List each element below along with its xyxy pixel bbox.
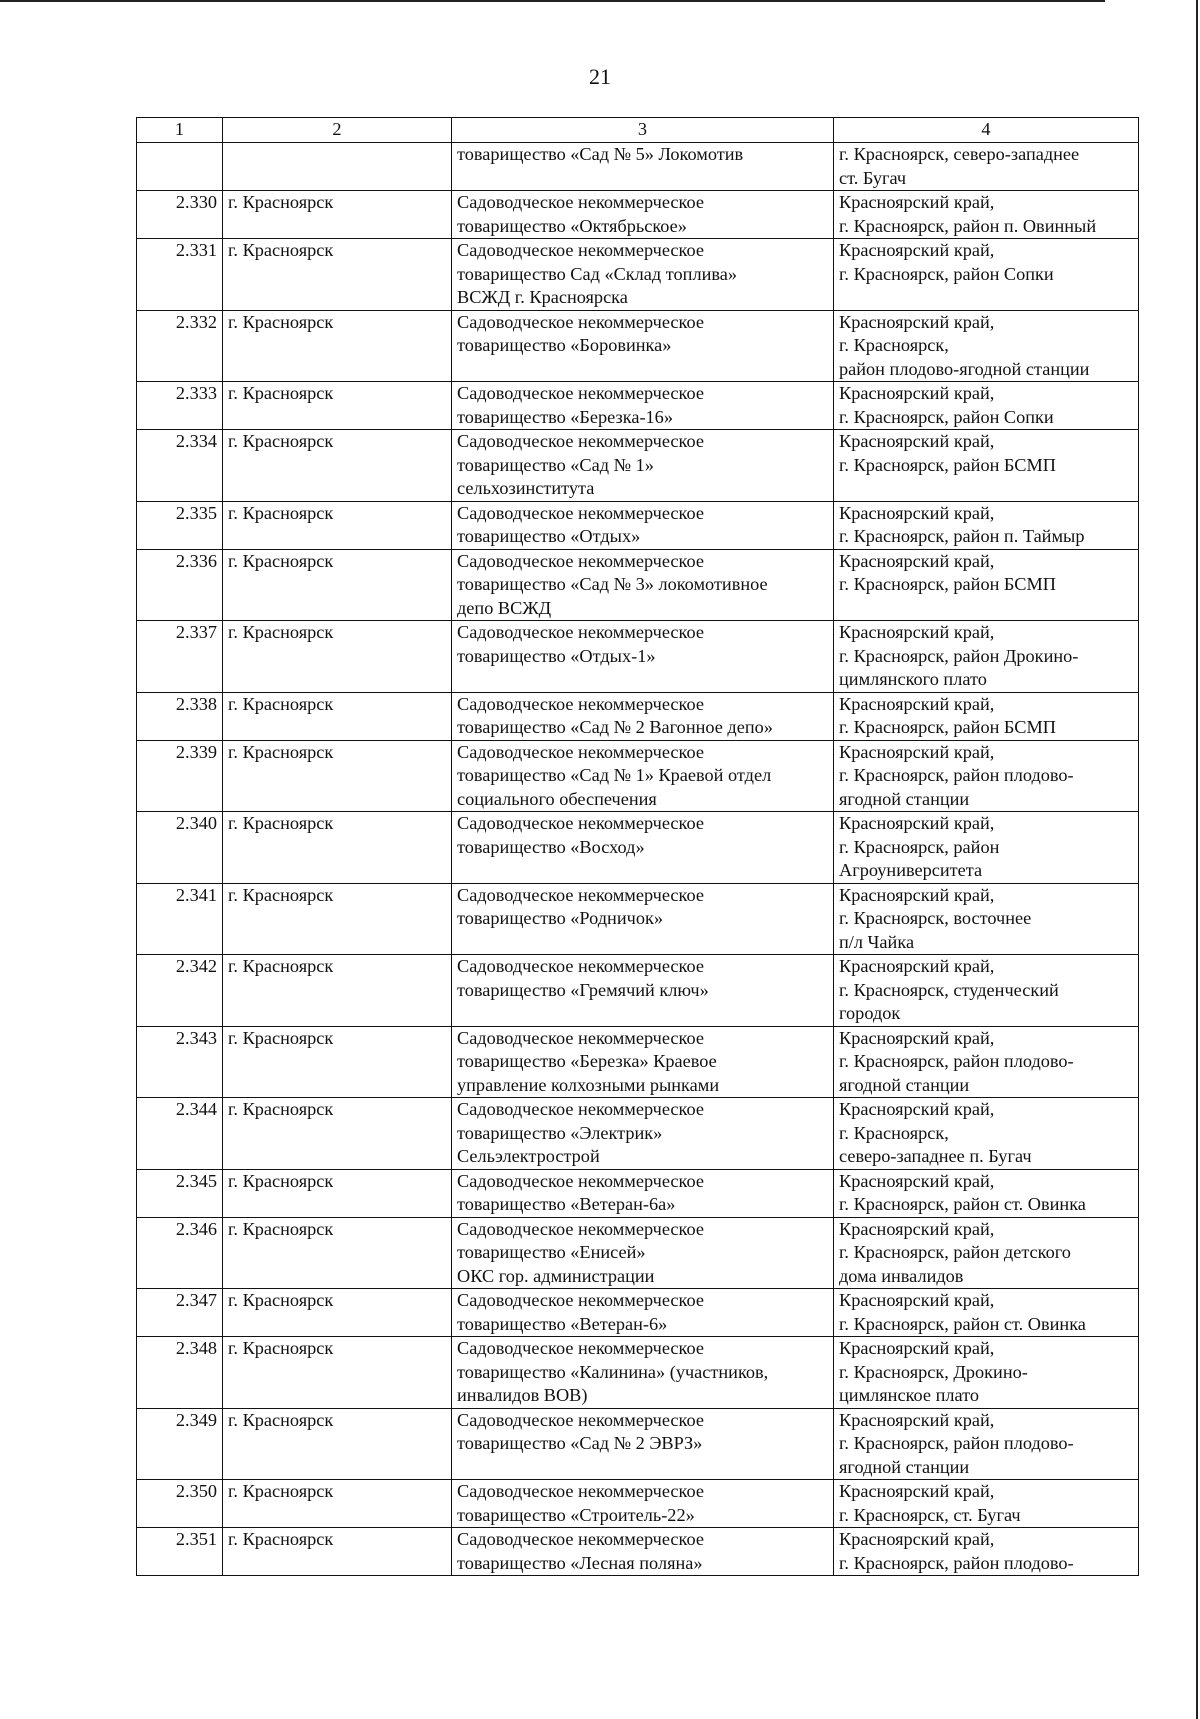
partnership-name-cell: Садоводческое некоммерческое товарищество «Отдых-1» (452, 621, 834, 693)
location-cell: Красноярский край, г. Красноярск, район БСМП (834, 692, 1139, 740)
table-row (137, 1480, 1139, 1528)
city-cell: г. Красноярск (223, 310, 452, 382)
city-cell: г. Красноярск (223, 883, 452, 955)
city-cell: г. Красноярск (223, 1026, 452, 1098)
city-cell: г. Красноярск (223, 621, 452, 693)
partnership-name-cell: Садоводческое некоммерческое товарищество «Енисей» ОКС гор. администрации (452, 1217, 834, 1289)
location-cell: Красноярский край, г. Красноярск, район плодово- ягодной станции (834, 1026, 1139, 1098)
row-number-cell: 2.347 (137, 1289, 223, 1337)
row-number-cell: 2.333 (137, 382, 223, 430)
column-header-2: 2 (223, 118, 452, 143)
row-number-cell: 2.344 (137, 1098, 223, 1170)
table-row (137, 310, 1139, 382)
location-cell: Красноярский край, г. Красноярск, район БСМП (834, 549, 1139, 621)
city-cell: г. Красноярск (223, 1408, 452, 1480)
city-cell: г. Красноярск (223, 1169, 452, 1217)
city-cell: г. Красноярск (223, 1528, 452, 1576)
city-cell: г. Красноярск (223, 501, 452, 549)
location-cell: Красноярский край, г. Красноярск, район плодово-ягодной станции (834, 310, 1139, 382)
city-cell: г. Красноярск (223, 1480, 452, 1528)
location-cell: Красноярский край, г. Красноярск, район плодово- ягодной станции (834, 740, 1139, 812)
table-row (137, 239, 1139, 311)
table-row (137, 1408, 1139, 1480)
table-body (137, 143, 1139, 1576)
table-row (137, 1169, 1139, 1217)
page-number: 21 (589, 64, 611, 89)
table-row (137, 501, 1139, 549)
table-row (137, 1098, 1139, 1170)
table-row (137, 549, 1139, 621)
column-header-3: 3 (452, 118, 834, 143)
city-cell: г. Красноярск (223, 1289, 452, 1337)
row-number-cell: 2.343 (137, 1026, 223, 1098)
table-row (137, 430, 1139, 502)
city-cell: г. Красноярск (223, 692, 452, 740)
partnership-name-cell: Садоводческое некоммерческое товарищество «Октябрьское» (452, 191, 834, 239)
location-cell: Красноярский край, г. Красноярск, район Сопки (834, 239, 1139, 311)
location-cell: Красноярский край, г. Красноярск, район БСМП (834, 430, 1139, 502)
table-row (137, 1289, 1139, 1337)
partnership-name-cell: Садоводческое некоммерческое товарищество «Калинина» (участников, инвалидов ВОВ) (452, 1337, 834, 1409)
registry-table (136, 117, 1139, 1576)
location-cell: Красноярский край, г. Красноярск, ст. Бугач (834, 1480, 1139, 1528)
city-cell: г. Красноярск (223, 1217, 452, 1289)
partnership-name-cell: Садоводческое некоммерческое товарищество «Гремячий ключ» (452, 955, 834, 1027)
city-cell: г. Красноярск (223, 191, 452, 239)
location-cell: Красноярский край, г. Красноярск, студенческий городок (834, 955, 1139, 1027)
row-number-cell: 2.346 (137, 1217, 223, 1289)
location-cell: г. Красноярск, северо-западнее ст. Бугач (834, 143, 1139, 191)
table-row (137, 143, 1139, 191)
partnership-name-cell: Садоводческое некоммерческое товарищество «Ветеран-6» (452, 1289, 834, 1337)
location-cell: Красноярский край, г. Красноярск, северо-западнее п. Бугач (834, 1098, 1139, 1170)
partnership-name-cell: Садоводческое некоммерческое товарищество Сад «Склад топлива» ВСЖД г. Красноярска (452, 239, 834, 311)
row-number-cell: 2.348 (137, 1337, 223, 1409)
partnership-name-cell: Садоводческое некоммерческое товарищество «Березка» Краевое управление колхозными рынками (452, 1026, 834, 1098)
partnership-name-cell: Садоводческое некоммерческое товарищество «Березка-16» (452, 382, 834, 430)
row-number-cell: 2.349 (137, 1408, 223, 1480)
location-cell: Красноярский край, г. Красноярск, район плодово- ягодной станции (834, 1408, 1139, 1480)
table-row (137, 621, 1139, 693)
partnership-name-cell: Садоводческое некоммерческое товарищество «Отдых» (452, 501, 834, 549)
table-row (137, 191, 1139, 239)
partnership-name-cell: Садоводческое некоммерческое товарищество «Электрик» Сельэлектрострой (452, 1098, 834, 1170)
column-header-1: 1 (137, 118, 223, 143)
table-row (137, 1337, 1139, 1409)
location-cell: Красноярский край, г. Красноярск, район Сопки (834, 382, 1139, 430)
table-row (137, 955, 1139, 1027)
row-number-cell: 2.331 (137, 239, 223, 311)
city-cell: г. Красноярск (223, 382, 452, 430)
table-row (137, 692, 1139, 740)
row-number-cell: 2.341 (137, 883, 223, 955)
row-number-cell: 2.345 (137, 1169, 223, 1217)
partnership-name-cell: Садоводческое некоммерческое товарищество «Сад № 2 ЭВРЗ» (452, 1408, 834, 1480)
row-number-cell: 2.350 (137, 1480, 223, 1528)
city-cell: г. Красноярск (223, 1098, 452, 1170)
location-cell: Красноярский край, г. Красноярск, район п. Таймыр (834, 501, 1139, 549)
partnership-name-cell: Садоводческое некоммерческое товарищество «Ветеран-6а» (452, 1169, 834, 1217)
location-cell: Красноярский край, г. Красноярск, район ст. Овинка (834, 1169, 1139, 1217)
city-cell: г. Красноярск (223, 430, 452, 502)
partnership-name-cell: товарищество «Сад № 5» Локомотив (452, 143, 834, 191)
city-cell: г. Красноярск (223, 549, 452, 621)
table-row (137, 740, 1139, 812)
row-number-cell: 2.330 (137, 191, 223, 239)
city-cell: г. Красноярск (223, 812, 452, 884)
row-number-cell: 2.338 (137, 692, 223, 740)
row-number-cell: 2.332 (137, 310, 223, 382)
partnership-name-cell: Садоводческое некоммерческое товарищество «Восход» (452, 812, 834, 884)
table-row (137, 1528, 1139, 1576)
table-row (137, 812, 1139, 884)
city-cell (223, 143, 452, 191)
row-number-cell: 2.340 (137, 812, 223, 884)
row-number-cell: 2.342 (137, 955, 223, 1027)
location-cell: Красноярский край, г. Красноярск, Дрокино- цимлянское плато (834, 1337, 1139, 1409)
table-row (137, 1217, 1139, 1289)
city-cell: г. Красноярск (223, 1337, 452, 1409)
partnership-name-cell: Садоводческое некоммерческое товарищество «Сад № 1» Краевой отдел социального обеспечения (452, 740, 834, 812)
location-cell: Красноярский край, г. Красноярск, район плодово- (834, 1528, 1139, 1576)
row-number-cell: 2.351 (137, 1528, 223, 1576)
location-cell: Красноярский край, г. Красноярск, район п. Овинный (834, 191, 1139, 239)
table-row (137, 1026, 1139, 1098)
location-cell: Красноярский край, г. Красноярск, район Дрокино- цимлянского плато (834, 621, 1139, 693)
partnership-name-cell: Садоводческое некоммерческое товарищество «Боровинка» (452, 310, 834, 382)
scan-edge-right (1196, 0, 1198, 1719)
column-header-4: 4 (834, 118, 1139, 143)
location-cell: Красноярский край, г. Красноярск, восточнее п/л Чайка (834, 883, 1139, 955)
partnership-name-cell: Садоводческое некоммерческое товарищество «Сад № 1» сельхозинститута (452, 430, 834, 502)
row-number-cell: 2.337 (137, 621, 223, 693)
partnership-name-cell: Садоводческое некоммерческое товарищество «Лесная поляна» (452, 1528, 834, 1576)
row-number-cell: 2.334 (137, 430, 223, 502)
partnership-name-cell: Садоводческое некоммерческое товарищество «Сад № 2 Вагонное депо» (452, 692, 834, 740)
city-cell: г. Красноярск (223, 955, 452, 1027)
location-cell: Красноярский край, г. Красноярск, район ст. Овинка (834, 1289, 1139, 1337)
table-row (137, 883, 1139, 955)
header-row (137, 118, 1139, 143)
city-cell: г. Красноярск (223, 239, 452, 311)
location-cell: Красноярский край, г. Красноярск, район детского дома инвалидов (834, 1217, 1139, 1289)
scan-edge-top (0, 0, 1105, 2)
partnership-name-cell: Садоводческое некоммерческое товарищество «Строитель-22» (452, 1480, 834, 1528)
row-number-cell: 2.339 (137, 740, 223, 812)
location-cell: Красноярский край, г. Красноярск, район Агроуниверситета (834, 812, 1139, 884)
row-number-cell (137, 143, 223, 191)
row-number-cell: 2.336 (137, 549, 223, 621)
partnership-name-cell: Садоводческое некоммерческое товарищество «Родничок» (452, 883, 834, 955)
table-row (137, 382, 1139, 430)
city-cell: г. Красноярск (223, 740, 452, 812)
table-header (137, 118, 1139, 143)
row-number-cell: 2.335 (137, 501, 223, 549)
partnership-name-cell: Садоводческое некоммерческое товарищество «Сад № 3» локомотивное депо ВСЖД (452, 549, 834, 621)
